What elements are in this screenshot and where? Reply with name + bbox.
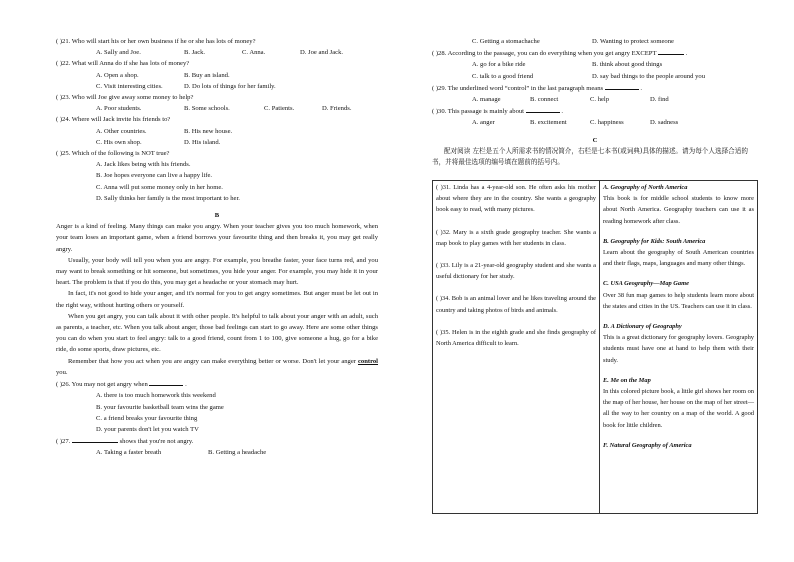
option-b: B. think about good things bbox=[592, 61, 663, 69]
section-c-instructions: 配对阅读 左栏是五个人所需求书的情况简介，右栏是七本书(或词典)具体的描述。请为每个人选择合适的书，并将最佳选项的编号填在题前的括号内。 bbox=[432, 146, 748, 166]
question-28-tail: . bbox=[685, 50, 688, 58]
option-25d: D. Sally thinks her family is the most important to her. bbox=[96, 194, 240, 202]
section-c-heading: C bbox=[592, 136, 598, 144]
option-b: B. Buy an island. bbox=[184, 71, 230, 79]
option-d: D. Do lots of things for her family. bbox=[184, 82, 276, 90]
option-c: C. Anna. bbox=[242, 49, 266, 57]
option-c: C. Getting a stomachache bbox=[472, 38, 540, 45]
person-32: ( )32. Mary is a sixth grade geography teacher. She wants a map book to play games with her students in class. bbox=[436, 228, 596, 247]
option-a: A. Poor students. bbox=[96, 105, 142, 113]
question-29-text: ( )29. The underlined word “control” in the last paragraph means bbox=[432, 84, 604, 92]
book-e bbox=[603, 375, 754, 431]
answer-blank[interactable] bbox=[526, 105, 560, 113]
option-d: D. Joe and Jack. bbox=[300, 49, 344, 57]
options-22a bbox=[56, 70, 378, 81]
options-24a bbox=[56, 126, 378, 137]
question-25: ( )25. Which of the following is NOT true? bbox=[56, 150, 170, 158]
right-column bbox=[432, 36, 758, 168]
question-26 bbox=[56, 378, 378, 390]
question-27 bbox=[56, 435, 378, 447]
question-29 bbox=[432, 82, 758, 94]
option-a: A. Open a shop. bbox=[96, 71, 139, 79]
option-26d: D. your parents don't let you watch TV bbox=[96, 425, 199, 433]
book-title: B. Geography for Kids: South America bbox=[603, 237, 706, 245]
book-title: F. Natural Geography of America bbox=[603, 441, 692, 449]
option-c: C. help bbox=[590, 96, 610, 104]
question-28-text: ( )28. According to the passage, you can do everything when you get angry EXCEPT bbox=[432, 50, 657, 58]
question-28 bbox=[432, 47, 758, 59]
book-title: C. USA Geography—Map Game bbox=[603, 280, 689, 288]
passage-b-last-text: Remember that how you act when you are angry can make everything better or worse. Don't let your anger bbox=[68, 357, 356, 365]
option-c: C. Visit interesting cities. bbox=[96, 82, 163, 90]
option-a: A. Taking a faster breath bbox=[96, 449, 162, 457]
matching-table bbox=[432, 180, 758, 514]
question-30 bbox=[432, 105, 758, 117]
answer-blank[interactable] bbox=[658, 47, 684, 55]
question-29-tail: . bbox=[640, 84, 643, 92]
option-26a: A. there is too much homework this weekend bbox=[96, 392, 216, 400]
question-27-text: ( )27. bbox=[56, 438, 71, 446]
book-c bbox=[603, 278, 754, 312]
option-c: C. Patients. bbox=[264, 105, 295, 113]
option-26c: C. a friend breaks your favourite thing bbox=[96, 414, 198, 422]
option-a: A. Sally and Joe. bbox=[96, 49, 141, 57]
question-21: ( )21. Who will start his or her own business if he or she has lots of money? bbox=[56, 38, 256, 45]
question-22: ( )22. What will Anna do if she has lots of money? bbox=[56, 60, 190, 68]
option-b: B. Getting a headache bbox=[208, 449, 267, 457]
options-27 bbox=[56, 447, 378, 458]
option-a: A. Other countries. bbox=[96, 127, 147, 135]
book-description: In this colored picture book, a little girl shows her room on the map of her house, her house on the map of her street—all the way to her country on a map of the world. A good book for little children. bbox=[603, 388, 754, 429]
option-d: D. find bbox=[650, 96, 669, 104]
option-d: D. Wanting to protect someone bbox=[592, 38, 674, 45]
options-28b bbox=[432, 71, 758, 82]
book-title: D. A Dictionary of Geography bbox=[603, 323, 682, 331]
option-b: B. Some schools. bbox=[184, 105, 230, 113]
options-30 bbox=[432, 117, 758, 128]
question-26-text: ( )26. You may not get angry when bbox=[56, 381, 148, 389]
passage-b-paragraph-5 bbox=[56, 356, 378, 378]
people-column bbox=[433, 181, 600, 514]
book-a bbox=[603, 182, 754, 227]
person-33: ( )33. Lily is a 21-year-old geography student and she wants a useful dictionary for her study. bbox=[436, 262, 596, 281]
option-a: A. manage bbox=[472, 96, 501, 104]
option-c: C. talk to a good friend bbox=[472, 72, 534, 80]
option-c: C. happiness bbox=[590, 119, 624, 127]
book-f bbox=[603, 440, 754, 451]
options-27-continued bbox=[432, 36, 758, 47]
option-b: B. excitement bbox=[530, 119, 567, 127]
option-25b: B. Joe hopes everyone can live a happy life. bbox=[96, 172, 213, 180]
question-27-tail: shows that you're not angry. bbox=[119, 438, 194, 446]
book-description: Learn about the geography of South American countries and their flags, maps, languages and many other things. bbox=[603, 249, 754, 268]
option-b: B. Jack. bbox=[184, 49, 206, 57]
book-b bbox=[603, 236, 754, 270]
section-b-heading: B bbox=[214, 212, 220, 220]
underlined-word-control: control bbox=[357, 357, 379, 365]
option-25a: A. Jack likes being with his friends. bbox=[96, 161, 191, 169]
book-title: A. Geography of North America bbox=[603, 184, 688, 191]
passage-b-paragraph-3: In fact, it's not good to hide your anger, and it's normal for you to get angry sometimes. But anger must be let out in the right way, without hurting others or yourself. bbox=[56, 290, 378, 309]
options-28a bbox=[432, 59, 758, 70]
option-a: A. go for a bike ride bbox=[472, 61, 526, 69]
options-23 bbox=[56, 103, 378, 114]
option-a: A. anger bbox=[472, 119, 495, 127]
option-25c: C. Anna will put some money only in her home. bbox=[96, 183, 223, 191]
option-d: D. sadness bbox=[650, 119, 679, 127]
question-24: ( )24. Where will Jack invite his friends to? bbox=[56, 116, 171, 124]
book-description: Over 38 fun map games to help students learn more about the states and cities in the US. Teachers can use it in class. bbox=[603, 291, 754, 310]
books-column bbox=[600, 181, 758, 514]
person-31: ( )31. Linda has a 4-year-old son. He often asks his mother about where they are in the country. She wants a geography book easy to read, with many pictures. bbox=[436, 184, 596, 214]
options-24b bbox=[56, 137, 378, 148]
options-29 bbox=[432, 94, 758, 105]
option-d: D. Friends. bbox=[322, 105, 352, 113]
question-23: ( )23. Who will Joe give away some money to help? bbox=[56, 94, 194, 102]
book-d bbox=[603, 321, 754, 366]
answer-blank[interactable] bbox=[605, 82, 639, 90]
option-b: B. His new house. bbox=[184, 127, 233, 135]
option-b: B. connect bbox=[530, 96, 559, 104]
book-description: This book is for middle school students to know more about North America. Geography teachers can use it as reading homework after class. bbox=[603, 195, 754, 225]
passage-b-paragraph-2: Usually, your body will tell you when you are angry. For example, you breathe faster, your face turns red, and you may want to break something or hit someone, but sometimes, you hide your anger. For example, you may hide it in your heart. The problem is that if you do this, you may get a headache or your stomach may hurt. bbox=[56, 256, 378, 287]
person-35: ( )35. Helen is in the eighth grade and she finds geography of North America difficult to learn. bbox=[436, 328, 596, 348]
question-26-tail: . bbox=[185, 381, 187, 389]
passage-b-last-end: you. bbox=[56, 368, 68, 376]
option-26b: B. your favourite basketball team wins the game bbox=[96, 403, 224, 411]
book-title: E. Me on the Map bbox=[603, 376, 651, 384]
left-column bbox=[56, 36, 378, 459]
option-d: D. His island. bbox=[184, 138, 221, 146]
option-d: D. say bad things to the people around you bbox=[592, 72, 705, 80]
answer-blank[interactable] bbox=[72, 435, 118, 443]
option-c: C. His own shop. bbox=[96, 138, 142, 146]
person-34: ( )34. Bob is an animal lover and he likes traveling around the country and taking photos of birds and animals. bbox=[436, 295, 596, 314]
question-30-text: ( )30. This passage is mainly about bbox=[432, 108, 524, 116]
options-21 bbox=[56, 47, 378, 58]
passage-b-paragraph-1: Anger is a kind of feeling. Many things can make you angry. When your teacher gives you too much homework, when your team loses an important game, when a friend borrows your favourite thing and then breaks it, you may get really angry. bbox=[56, 223, 378, 253]
answer-blank[interactable] bbox=[149, 378, 183, 386]
question-30-tail: . bbox=[561, 108, 563, 116]
options-22b bbox=[56, 81, 378, 92]
book-description: This is a great dictionary for geography lovers. Geography students must have one at hand to help them with their study. bbox=[603, 334, 754, 364]
passage-b-paragraph-4: When you get angry, you can talk about it with other people. It's helpful to talk about your anger with an adult, such as parents, a teacher, etc. When you talk about anger, those bad feelings can start to go away. Here are some other things you can do when you start to feel angry: talk to a good friend, count from 1 to 100, give someone a hug, go for a bike ride, do some sports, draw pictures, etc. bbox=[56, 312, 378, 354]
